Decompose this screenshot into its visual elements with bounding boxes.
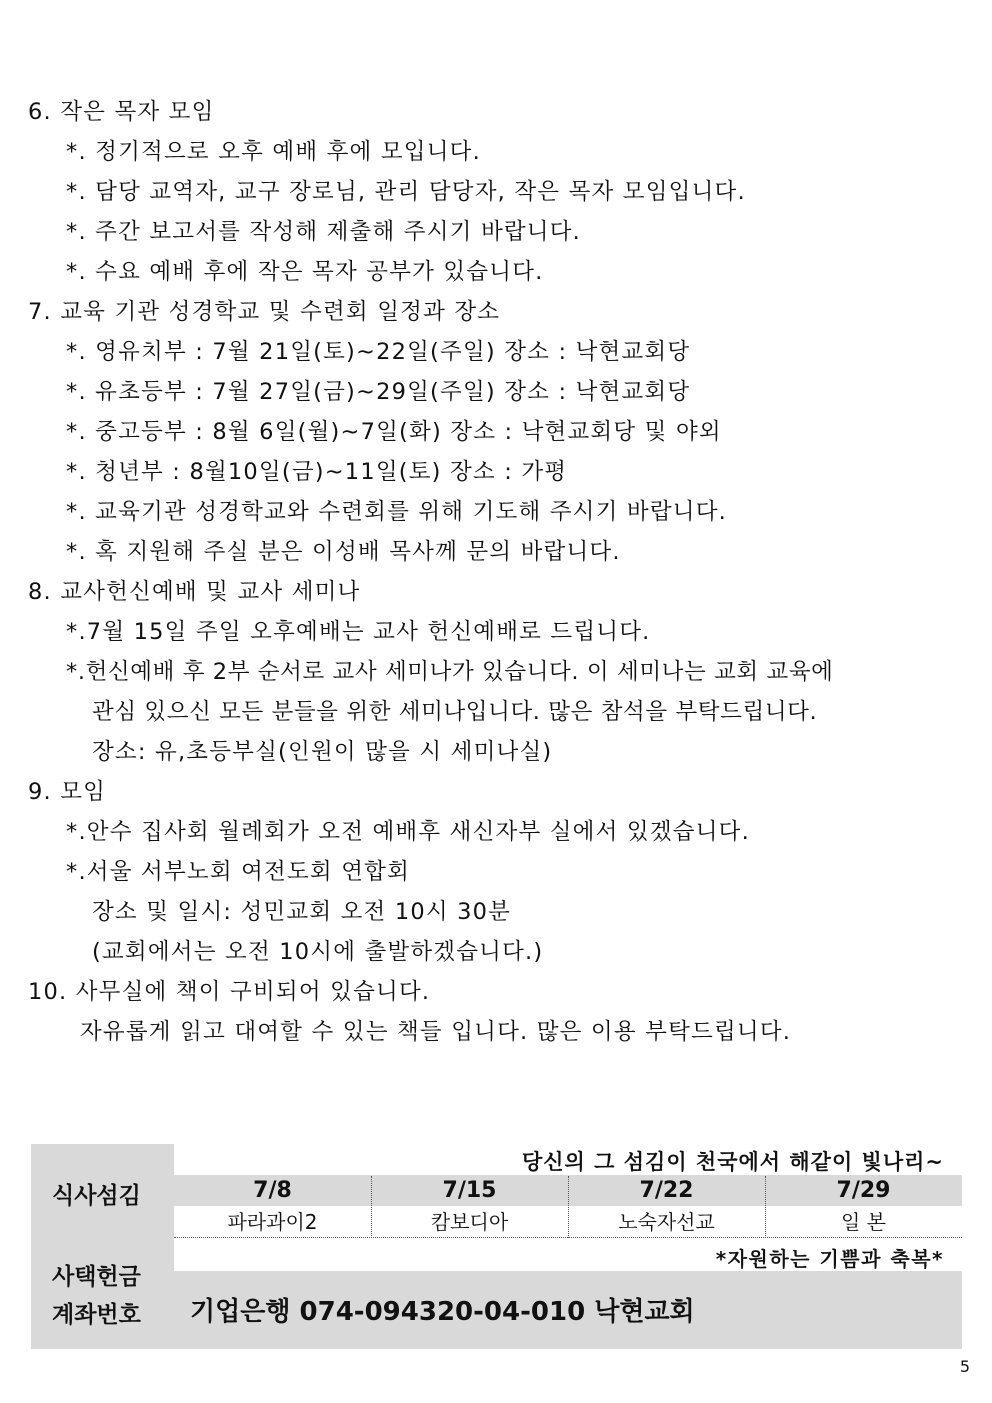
- meal-label: 식사섬김: [52, 1183, 141, 1209]
- list-item-continuation: 관심 있으신 모든 분들을 위한 세미나입니다. 많은 참석을 부탁드립니다.: [92, 699, 818, 725]
- list-item: *.안수 집사회 월례회가 오전 예배후 새신자부 실에서 있겠습니다.: [66, 819, 750, 845]
- schedule-name: 파라과이2: [227, 1210, 318, 1234]
- section-heading: 9. 모임: [28, 779, 107, 805]
- offering-note: *자원하는 기쁨과 축복*: [715, 1247, 944, 1271]
- slogan-text: 당신의 그 섬김이 천국에서 해같이 빛나리~: [521, 1150, 944, 1174]
- schedule-date: 7/8: [253, 1178, 292, 1203]
- list-item: *. 정기적으로 오후 예배 후에 모입니다.: [66, 139, 481, 165]
- offering-label: 사택헌금: [52, 1264, 141, 1290]
- list-item: *.7월 15일 주일 오후예배는 교사 헌신예배로 드립니다.: [66, 619, 651, 645]
- row-divider: [174, 1237, 962, 1239]
- section-heading: 10. 사무실에 책이 구비되어 있습니다.: [28, 979, 431, 1005]
- list-item: *. 중고등부 : 8월 6일(월)~7일(화) 장소 : 낙현교회당 및 야외: [66, 419, 722, 445]
- list-item: *. 혹 지원해 주실 분은 이성배 목사께 문의 바랍니다.: [66, 539, 621, 565]
- account-label: 계좌번호: [52, 1302, 141, 1328]
- list-item: *.헌신예배 후 2부 순서로 교사 세미나가 있습니다. 이 세미나는 교회 교육에: [66, 659, 834, 685]
- list-item-continuation: 자유롭게 읽고 대여할 수 있는 책들 입니다. 많은 이용 부탁드립니다.: [80, 1019, 792, 1045]
- list-item-continuation: (교회에서는 오전 10시에 출발하겠습니다.): [92, 939, 544, 965]
- list-item-continuation: 장소 및 일시: 성민교회 오전 10시 30분: [92, 899, 512, 925]
- list-item-continuation: 장소: 유,초등부실(인원이 많을 시 세미나실): [92, 739, 553, 765]
- list-item: *.서울 서부노회 여전도회 연합회: [66, 859, 411, 885]
- section-heading: 7. 교육 기관 성경학교 및 수련회 일정과 장소: [28, 299, 501, 325]
- schedule-date: 7/29: [836, 1178, 891, 1203]
- list-item: *. 담당 교역자, 교구 장로님, 관리 담당자, 작은 목자 모임입니다.: [66, 179, 746, 205]
- list-item: *. 교육기관 성경학교와 수련회를 위해 기도해 주시기 바랍니다.: [66, 499, 727, 525]
- schedule-date: 7/22: [639, 1178, 694, 1203]
- schedule-name: 일 본: [841, 1210, 886, 1234]
- schedule-name: 캄보디아: [430, 1210, 509, 1234]
- schedule-date: 7/15: [442, 1178, 497, 1203]
- schedule-name: 노숙자선교: [618, 1210, 715, 1234]
- list-item: *. 영유치부 : 7월 21일(토)~22일(주일) 장소 : 낙현교회당: [66, 339, 691, 365]
- list-item: *. 청년부 : 8월10일(금)~11일(토) 장소 : 가평: [66, 459, 568, 485]
- list-item: *. 유초등부 : 7월 27일(금)~29일(주일) 장소 : 낙현교회당: [66, 379, 691, 405]
- column-divider: [568, 1176, 570, 1238]
- column-divider: [765, 1176, 767, 1238]
- page-number: 5: [959, 1357, 970, 1376]
- list-item: *. 수요 예배 후에 작은 목자 공부가 있습니다.: [66, 259, 544, 285]
- section-heading: 8. 교사헌신예배 및 교사 세미나: [28, 579, 361, 605]
- list-item: *. 주간 보고서를 작성해 제출해 주시기 바랍니다.: [66, 219, 582, 245]
- section-heading: 6. 작은 목자 모임: [28, 99, 215, 125]
- account-number: 기업은행 074-094320-04-010 낙현교회: [190, 1297, 695, 1327]
- column-divider: [371, 1176, 373, 1238]
